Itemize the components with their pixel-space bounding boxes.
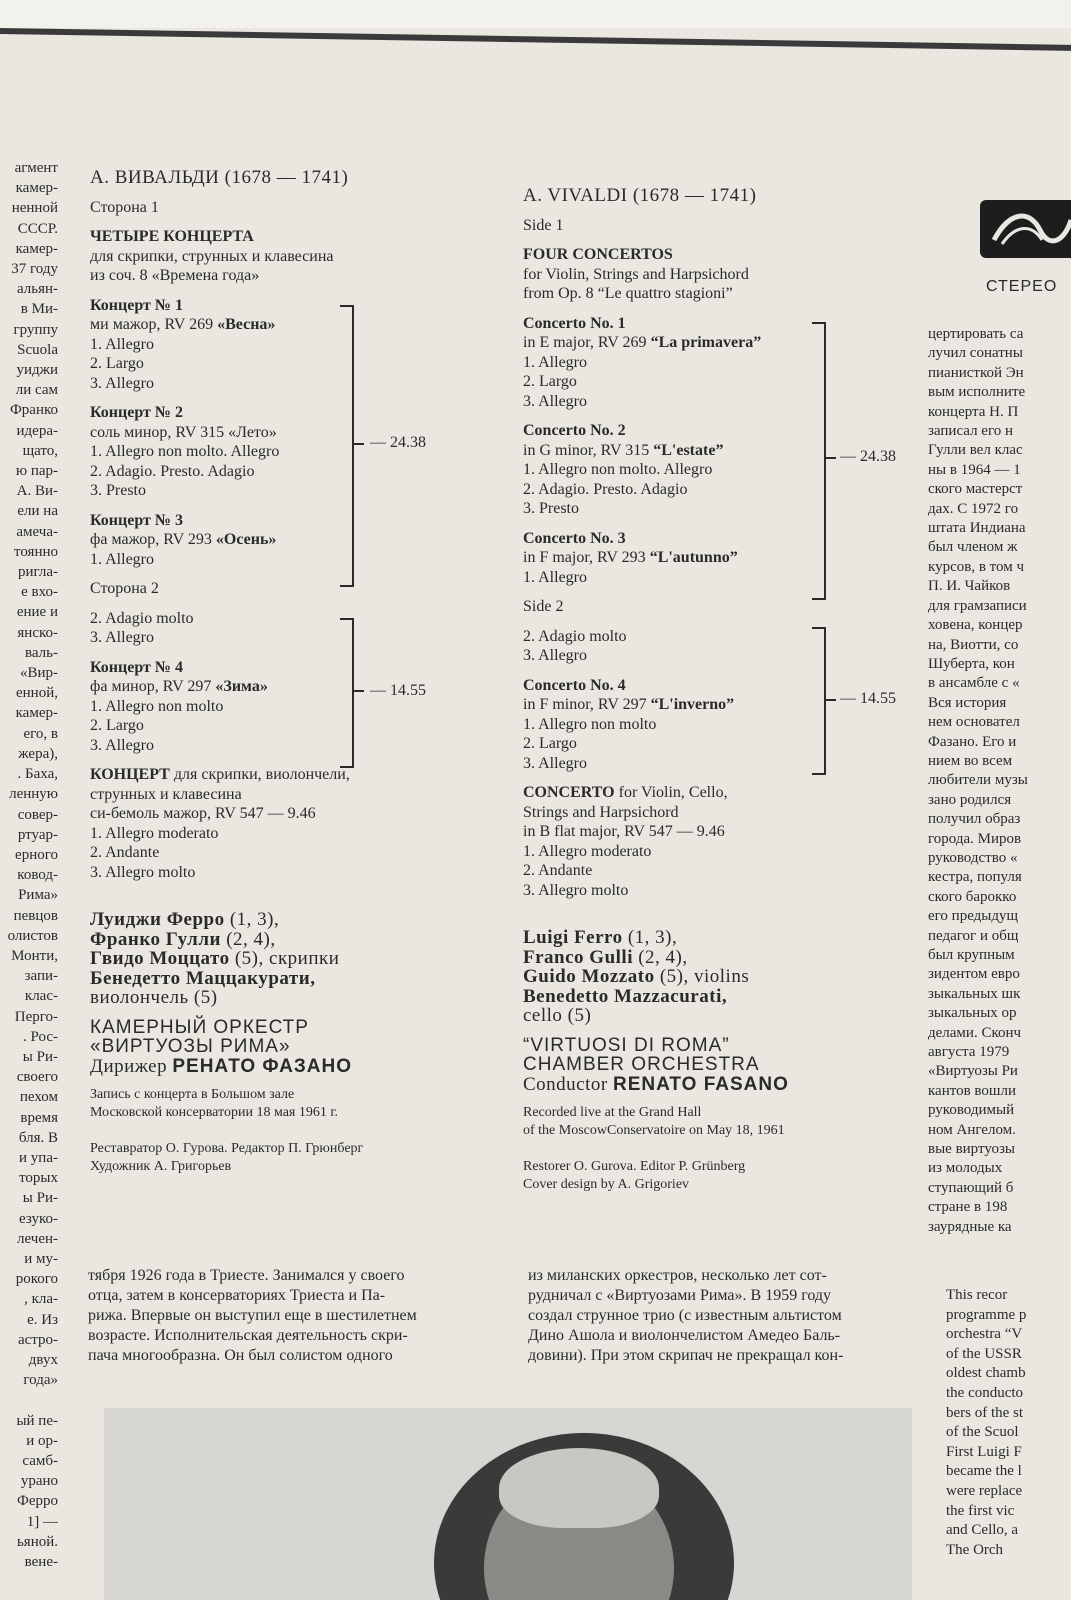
left-edge-line: ели на xyxy=(17,503,58,520)
left-edge-line: камер- xyxy=(15,180,58,197)
right-edge-line: был крупным xyxy=(928,947,1015,963)
left-edge-line: двух xyxy=(28,1351,58,1368)
left-edge-line: тоянно xyxy=(13,543,58,560)
left-edge-line: альян- xyxy=(16,281,58,298)
ru-c1-key-line xyxy=(90,315,363,335)
right-edge-line: любители музы xyxy=(928,772,1028,789)
left-edge-line: лечен- xyxy=(17,1230,58,1247)
bottom-left-line: отца, затем в консерваториях Триеста и Па- xyxy=(88,1287,386,1304)
en-c3-m3: 3. Allegro xyxy=(523,647,587,664)
right-edge-line: цертировать са xyxy=(928,326,1024,342)
ru-side2-tick xyxy=(354,690,364,692)
ru-c5-m1: 1. Allegro moderato xyxy=(90,824,219,842)
ru-c5-m2: 2. Andante xyxy=(90,844,160,861)
en-orch2: CHAMBER ORCHESTRA xyxy=(523,1054,760,1075)
stereo-label: СТЕРЕО xyxy=(986,278,1058,295)
left-edge-line: ртуар- xyxy=(17,826,58,843)
ru-composer: А. ВИВАЛЬДИ xyxy=(90,167,220,188)
right-edge-line: зыкальных шк xyxy=(928,985,1021,1002)
left-edge-line: в Ми- xyxy=(20,301,58,318)
ru-p2-name: Франко Гулли xyxy=(90,928,221,950)
left-edge-line: торых xyxy=(19,1170,58,1187)
en-rec1: Recorded live at the Grand Hall xyxy=(523,1105,702,1120)
bottom-left-line: возрасте. Исполнительская деятельность скри- xyxy=(88,1327,408,1344)
right-edge-line: лучил сонатны xyxy=(928,345,1023,362)
en-c3-key-line xyxy=(523,548,789,568)
ru-c5-key: си-бемоль мажор, RV 547 — 9.46 xyxy=(90,805,316,822)
left-edge-line: . Баха, xyxy=(17,766,58,783)
en-p2-parts: (2, 4), xyxy=(638,946,688,968)
ru-c5-sub2: струнных и клавесина xyxy=(90,785,242,803)
en-composer: A. VIVALDI xyxy=(523,185,628,206)
ru-side2-bracket xyxy=(340,618,354,768)
ru-side1-tick xyxy=(354,443,364,445)
en-c5-m2: 2. Andante xyxy=(523,862,593,879)
en-c5-sub2: Strings and Harpsichord xyxy=(523,803,679,821)
en-p1 xyxy=(523,928,789,948)
right-edge-line: его предыдущ xyxy=(928,908,1019,925)
left-edge-line: камер- xyxy=(15,705,58,722)
photo-head-top xyxy=(499,1448,659,1528)
bottom-left-line: тября 1926 года в Триесте. Занимался у своего xyxy=(88,1267,405,1284)
ru-c5-title: КОНЦЕРТ xyxy=(90,766,170,783)
ru-c3-title: Концерт № 3 xyxy=(90,511,183,529)
left-edge-line: амеча- xyxy=(16,523,58,540)
ru-c3-m2: 2. Adagio molto xyxy=(90,609,194,627)
ru-work-title: ЧЕТЫРЕ КОНЦЕРТА xyxy=(90,228,254,245)
en-c1-key: in E major, RV 269 xyxy=(523,334,647,351)
ru-p4-role: виолончель (5) xyxy=(90,987,218,1008)
left-edge-line: своего xyxy=(16,1069,58,1086)
en-cred2: Cover design by A. Grigoriev xyxy=(523,1177,690,1192)
left-edge-line: Перго- xyxy=(14,1008,58,1025)
left-edge-line: ый пе- xyxy=(16,1412,58,1429)
ru-c4-name: «Зима» xyxy=(215,678,268,695)
en-c2-key: in G minor, RV 315 xyxy=(523,441,650,459)
right-edge-line: вым исполните xyxy=(928,384,1026,401)
right-edge-line: зидентом евро xyxy=(928,966,1020,983)
right-edge-line: Вся история xyxy=(928,694,1007,711)
en-c3-m1: 1. Allegro xyxy=(523,568,587,586)
left-edge-line: е. Из xyxy=(27,1311,58,1328)
left-edge-line: , кла- xyxy=(24,1291,58,1308)
ru-orch2: «ВИРТУОЗЫ РИМА» xyxy=(90,1036,291,1057)
left-edge-line: ковод- xyxy=(17,867,58,884)
en-p3 xyxy=(523,967,789,987)
left-edge-line: е вхо- xyxy=(21,584,58,601)
ru-c1-m3: 3. Allegro xyxy=(90,374,154,392)
en-p1-name: Luigi Ferro xyxy=(523,927,623,948)
en-side2-tick xyxy=(826,699,836,701)
left-edge-line: урано xyxy=(20,1473,58,1490)
en-c2-m3: 3. Presto xyxy=(523,500,579,517)
left-edge-line: ы Ри- xyxy=(22,1048,58,1065)
en-orch1: “VIRTUOSI DI ROMA” xyxy=(523,1034,730,1056)
en-side1-tick xyxy=(826,457,836,459)
en-c4-key: in F minor, RV 297 xyxy=(523,696,647,713)
left-edge-line: щато, xyxy=(22,442,58,459)
en-side2-bracket xyxy=(812,627,826,775)
ru-c2-title: Концерт № 2 xyxy=(90,404,183,421)
right-edge-line: штата Индиана xyxy=(928,520,1026,537)
ru-c1-key: ми мажор, RV 269 xyxy=(90,316,214,333)
en-c4-m3: 3. Allegro xyxy=(523,754,587,772)
left-edge-line: группу xyxy=(13,321,58,338)
right-edge-line: концерта Н. П xyxy=(928,403,1019,420)
left-edge-line: янско- xyxy=(17,624,58,641)
ru-c2-m2: 2. Adagio. Presto. Adagio xyxy=(90,462,255,480)
left-edge-line: певцов xyxy=(13,907,58,924)
ru-c2-m1: 1. Allegro non molto. Allegro xyxy=(90,443,280,460)
en-c3-key: in F major, RV 293 xyxy=(523,549,646,566)
en-side1-bracket xyxy=(812,322,826,600)
ru-p1-name: Луиджи Ферро xyxy=(90,909,225,930)
left-edge-line: самб- xyxy=(22,1453,58,1469)
en-c1-title: Concerto No. 1 xyxy=(523,314,626,332)
en-c4-m1: 1. Allegro non molto xyxy=(523,715,657,733)
left-edge-line: енной, xyxy=(16,685,58,702)
ru-c4-title: Концерт № 4 xyxy=(90,658,183,676)
bottom-left-text xyxy=(88,1266,417,1366)
en-cond-label: Conductor xyxy=(523,1073,608,1095)
ru-side1-bracket xyxy=(340,305,354,587)
right-edge-line: ховена, концер xyxy=(928,617,1023,634)
ru-p2 xyxy=(90,930,363,950)
right-edge-line: педагог и общ xyxy=(928,927,1019,944)
left-edge-line: 37 году xyxy=(11,261,58,278)
ru-cond-name: РЕНАТО ФАЗАНО xyxy=(172,1055,352,1077)
en-rec2: of the MoscowConservatoire on May 18, 1961 xyxy=(523,1123,785,1138)
left-edge-line: клас- xyxy=(24,988,58,1005)
en-c4-m2: 2. Largo xyxy=(523,735,577,752)
en-p2-name: Franco Gulli xyxy=(523,946,633,968)
right-edge-line: ступающий б xyxy=(928,1179,1014,1196)
left-edge-line: ненной xyxy=(11,200,58,217)
right-edge-line: записал его н xyxy=(928,423,1014,440)
left-edge-line: Рима» xyxy=(18,887,58,904)
right-edge-line: августа 1979 xyxy=(928,1044,1010,1061)
ru-c5-sub1: для скрипки, виолончели, xyxy=(173,766,350,783)
ru-c2-key: соль минор, RV 315 xyxy=(90,423,225,441)
en-c5-m1: 1. Allegro moderato xyxy=(523,842,652,860)
right-edge-line: дах. С 1972 го xyxy=(928,500,1019,517)
right-edge-line: для грамзаписи xyxy=(928,597,1027,614)
right-edge-line: на, Виотти, со xyxy=(928,636,1019,653)
ru-side1-duration: — 24.38 xyxy=(370,434,426,451)
left-edge-line: ю пар- xyxy=(15,463,58,480)
en-c1-key-line xyxy=(523,333,789,353)
right-english-line: of the Scuol xyxy=(946,1424,1019,1441)
ru-p3 xyxy=(90,949,363,969)
en-c3-title: Concerto No. 3 xyxy=(523,529,626,547)
ru-c4-key: фа минор, RV 297 xyxy=(90,678,212,695)
left-edge-line: совер- xyxy=(17,806,58,823)
russian-column xyxy=(90,168,363,1176)
left-edge-line: Монти, xyxy=(11,947,58,964)
en-side2-duration: — 14.55 xyxy=(840,690,896,707)
melodiya-logo xyxy=(980,200,1071,258)
left-edge-line: пехом xyxy=(19,1089,58,1106)
right-english-line: of the USSR xyxy=(946,1345,1022,1362)
ru-c2-key-line xyxy=(90,423,363,443)
right-english-line: The Orch xyxy=(946,1541,1004,1558)
right-english-line: became the l xyxy=(946,1463,1022,1480)
en-cond-name: RENATO FASANO xyxy=(612,1073,789,1095)
right-edge-line: ном Ангелом. xyxy=(928,1121,1016,1138)
ru-p2-parts: (2, 4), xyxy=(226,928,276,950)
right-edge-line: вые виртуозы xyxy=(928,1141,1015,1158)
left-edge-line: ерного xyxy=(15,846,58,863)
en-cred1: Restorer O. Gurova. Editor P. Grünberg xyxy=(523,1159,746,1174)
left-edge-line: ы Ри- xyxy=(22,1190,58,1207)
right-edge-line: из молодых xyxy=(928,1160,1003,1177)
left-edge-line: и му- xyxy=(24,1250,58,1267)
en-c2-m1: 1. Allegro non molto. Allegro xyxy=(523,461,713,478)
ru-c2-name: «Лето» xyxy=(228,423,277,441)
en-c5-key: in B flat major, RV 547 — 9.46 xyxy=(523,823,725,840)
page-top-edge xyxy=(0,28,1071,51)
ru-p3-name: Гвидо Моццато xyxy=(90,948,230,969)
en-c5-title: CONCERTO xyxy=(523,784,615,801)
ru-c4-m2: 2. Largo xyxy=(90,717,144,734)
right-english-line: the first vic xyxy=(946,1502,1015,1519)
bottom-right-text xyxy=(528,1266,843,1366)
en-c4-key-line xyxy=(523,695,789,715)
left-edge-line: агмент xyxy=(14,160,58,176)
ru-p1-parts: (1, 3), xyxy=(229,909,280,930)
ru-c1-m2: 2. Largo xyxy=(90,355,144,372)
right-edge-line: нем основател xyxy=(928,714,1020,731)
en-work-sub1: for Violin, Strings and Harpsichord xyxy=(523,265,749,283)
en-p4-role: cello (5) xyxy=(523,1005,592,1026)
left-edge-line: камер- xyxy=(15,240,58,257)
right-edge-line: в ансамбле с « xyxy=(928,675,1020,692)
right-edge-line: ского мастерст xyxy=(928,481,1023,498)
left-edge-line: запи- xyxy=(24,968,58,985)
ru-side2: Сторона 2 xyxy=(90,580,159,597)
ru-cond-label: Дирижер xyxy=(90,1055,168,1077)
left-edge-line: бля. В xyxy=(18,1129,58,1146)
ru-cred2: Художник А. Григорьев xyxy=(90,1159,232,1174)
right-english-line: programme p xyxy=(946,1306,1027,1323)
en-p1-parts: (1, 3), xyxy=(627,927,678,948)
left-edge-line: . Рос- xyxy=(23,1028,58,1045)
right-edge-line: ны в 1964 — 1 xyxy=(928,461,1021,478)
right-edge-line: «Виртуозы Ри xyxy=(928,1063,1018,1080)
en-c2-title: Concerto No. 2 xyxy=(523,422,626,439)
right-edge-line: Шуберта, кон xyxy=(928,655,1015,672)
ru-c1-name: «Весна» xyxy=(217,316,276,333)
en-c1-m3: 3. Allegro xyxy=(523,392,587,410)
left-edge-line: ение и xyxy=(16,604,58,621)
ru-side1: Сторона 1 xyxy=(90,198,159,216)
left-edge-line: езуко- xyxy=(19,1210,58,1227)
right-edge-line: зыкальных ор xyxy=(928,1005,1017,1022)
right-edge-line: руководство « xyxy=(928,849,1018,866)
en-c1-m2: 2. Largo xyxy=(523,373,577,390)
left-edge-line: ьяной. xyxy=(16,1533,58,1550)
ru-c3-name: «Осень» xyxy=(215,531,277,548)
en-c2-key-line xyxy=(523,441,789,461)
left-edge-line: Франко xyxy=(9,402,58,419)
en-side1-duration: — 24.38 xyxy=(840,448,896,465)
ru-cred1: Реставратор О. Гурова. Редактор П. Грюнберг xyxy=(90,1141,364,1156)
right-edge-line: П. И. Чайков xyxy=(928,578,1011,595)
bottom-right-line: из миланских оркестров, несколько лет сот- xyxy=(528,1267,827,1284)
right-edge-line: стране в 198 xyxy=(928,1199,1008,1216)
left-edge-column xyxy=(0,158,58,1572)
right-edge-line: нием во всем xyxy=(928,752,1013,769)
bottom-right-line: рудничал с «Виртуозами Рима». В 1959 году xyxy=(528,1287,832,1304)
left-edge-line: года» xyxy=(23,1372,58,1389)
right-edge-line: руководимый xyxy=(928,1102,1015,1119)
ru-c4-m1: 1. Allegro non molto xyxy=(90,697,224,715)
en-p2 xyxy=(523,948,789,968)
right-english-column xyxy=(946,1286,1071,1560)
en-c5-m3: 3. Allegro molto xyxy=(523,881,629,899)
ru-c5-title-line xyxy=(90,765,363,785)
bottom-right-line: создал струнное трио (с известным альтистом xyxy=(528,1307,842,1324)
right-edge-line: Фазано. Его и xyxy=(928,733,1017,750)
bottom-left-line: рижа. Впервые он выступил еще в шестилетнем xyxy=(88,1307,417,1324)
right-english-line: bers of the st xyxy=(946,1404,1024,1421)
en-c1-name: “La primavera” xyxy=(650,334,762,351)
right-english-line: orchestra “V xyxy=(946,1326,1023,1343)
left-edge-line: олистов xyxy=(7,927,58,944)
left-edge-line: «Вир- xyxy=(19,665,58,682)
left-edge-line: ленную xyxy=(9,786,58,803)
bottom-right-line: Дино Ашола и виолончелистом Амедео Баль- xyxy=(528,1327,841,1344)
left-edge-line: время xyxy=(20,1109,58,1126)
ru-header xyxy=(90,168,363,188)
ru-p1 xyxy=(90,910,363,930)
en-c5-title-line xyxy=(523,783,789,803)
left-edge-line: идера- xyxy=(16,422,58,439)
ru-c2-m3: 3. Presto xyxy=(90,482,146,499)
left-edge-line: уиджи xyxy=(16,362,58,379)
left-edge-line xyxy=(0,1390,58,1410)
ru-c5-m3: 3. Allegro molto xyxy=(90,863,196,881)
ru-c3-m1: 1. Allegro xyxy=(90,550,154,568)
en-header xyxy=(523,186,789,206)
right-edge-line: заурядные ка xyxy=(928,1218,1012,1235)
right-edge-line: Гулли вел клас xyxy=(928,442,1023,459)
en-conductor xyxy=(523,1075,789,1095)
ru-c4-m3: 3. Allegro xyxy=(90,736,154,754)
left-edge-line: вене- xyxy=(24,1554,58,1571)
ru-orch1: КАМЕРНЫЙ ОРКЕСТР xyxy=(90,1016,309,1038)
en-p4-name: Benedetto Mazzacurati, xyxy=(523,985,728,1007)
ru-c3-m3: 3. Allegro xyxy=(90,629,154,646)
right-edge-line: курсов, в том ч xyxy=(928,558,1025,575)
ru-conductor xyxy=(90,1057,363,1077)
ru-p3-parts: (5), скрипки xyxy=(234,948,340,969)
left-edge-line: Scuola xyxy=(17,341,58,358)
en-side2: Side 2 xyxy=(523,598,564,615)
right-edge-line: города. Миров xyxy=(928,830,1022,847)
bottom-left-line: пача многообразна. Он был солистом одного xyxy=(88,1347,393,1364)
en-c1-m1: 1. Allegro xyxy=(523,353,587,371)
ru-c4-key-line xyxy=(90,677,363,697)
en-c4-title: Concerto No. 4 xyxy=(523,676,626,694)
english-column xyxy=(523,186,789,1194)
page-top-band xyxy=(0,0,1071,28)
ru-c1-m1: 1. Allegro xyxy=(90,335,154,353)
en-work-sub2: from Op. 8 “Le quattro stagioni” xyxy=(523,285,733,302)
ru-work-sub2: из соч. 8 «Времена года» xyxy=(90,267,260,284)
left-edge-line: Ферро xyxy=(16,1493,58,1510)
right-edge-line: делами. Сконч xyxy=(928,1024,1022,1041)
right-english-line: the conducto xyxy=(946,1384,1024,1401)
en-side1: Side 1 xyxy=(523,216,564,234)
ru-p4-name: Бенедетто Маццакурати, xyxy=(90,967,316,989)
right-english-line: First Luigi F xyxy=(946,1443,1022,1460)
left-edge-line: ригла- xyxy=(17,564,58,581)
en-c4-name: “L'inverno” xyxy=(650,696,735,713)
ru-c3-key: фа мажор, RV 293 xyxy=(90,531,212,548)
conductor-photo xyxy=(104,1408,912,1600)
left-edge-line: жера), xyxy=(18,745,58,762)
right-edge-line: был членом ж xyxy=(928,539,1018,556)
right-english-line: were replace xyxy=(946,1482,1023,1499)
ru-rec2: Московской консерватории 18 мая 1961 г. xyxy=(90,1105,339,1120)
right-edge-line: получил образ xyxy=(928,811,1021,828)
en-c3-m2: 2. Adagio molto xyxy=(523,627,627,645)
left-edge-line: и ор- xyxy=(26,1432,58,1449)
ru-side2-duration: — 14.55 xyxy=(370,682,426,699)
right-edge-line: ского барокко xyxy=(928,888,1017,905)
ru-c3-key-line xyxy=(90,530,363,550)
left-edge-line: астро- xyxy=(17,1331,58,1348)
en-c3-name: “L'autunno” xyxy=(649,549,738,566)
en-p3-parts: (5), violins xyxy=(659,966,750,987)
ru-dates: (1678 — 1741) xyxy=(224,167,349,188)
en-c5-sub1: for Violin, Cello, xyxy=(618,784,728,801)
left-edge-line: валь- xyxy=(25,644,58,661)
en-p3-name: Guido Mozzato xyxy=(523,966,655,987)
en-work-title: FOUR CONCERTOS xyxy=(523,246,673,263)
ru-rec1: Запись с концерта в Большом зале xyxy=(90,1087,295,1102)
left-edge-line: и упа- xyxy=(19,1149,58,1166)
en-dates: (1678 — 1741) xyxy=(632,185,757,206)
right-edge-line: зано родился xyxy=(928,791,1012,808)
melodiya-logo-icon xyxy=(980,200,1071,258)
ru-c1-title: Концерт № 1 xyxy=(90,296,183,314)
left-edge-line: А. Ви- xyxy=(16,483,58,500)
right-edge-column xyxy=(928,325,1071,1237)
left-edge-line: 1] — xyxy=(26,1513,58,1530)
right-english-line: oldest chamb xyxy=(946,1365,1026,1382)
right-english-line: This recor xyxy=(946,1287,1008,1303)
en-c2-name: “L'estate” xyxy=(653,441,724,459)
en-c2-m2: 2. Adagio. Presto. Adagio xyxy=(523,480,688,498)
ru-work-sub1: для скрипки, струнных и клавесина xyxy=(90,247,334,265)
left-edge-line: ли сам xyxy=(15,382,58,399)
right-edge-line: пианисткой Эн xyxy=(928,364,1024,381)
left-edge-line: его, в xyxy=(23,725,58,742)
right-edge-line: кантов вошли xyxy=(928,1082,1016,1099)
bottom-right-line: довини). При этом скрипач не прекращал кон- xyxy=(528,1347,844,1364)
right-edge-line: кестра, популя xyxy=(928,869,1022,886)
right-english-line: and Cello, a xyxy=(946,1522,1019,1539)
left-edge-line: рокого xyxy=(15,1271,58,1288)
left-edge-line: СССР. xyxy=(17,220,58,237)
